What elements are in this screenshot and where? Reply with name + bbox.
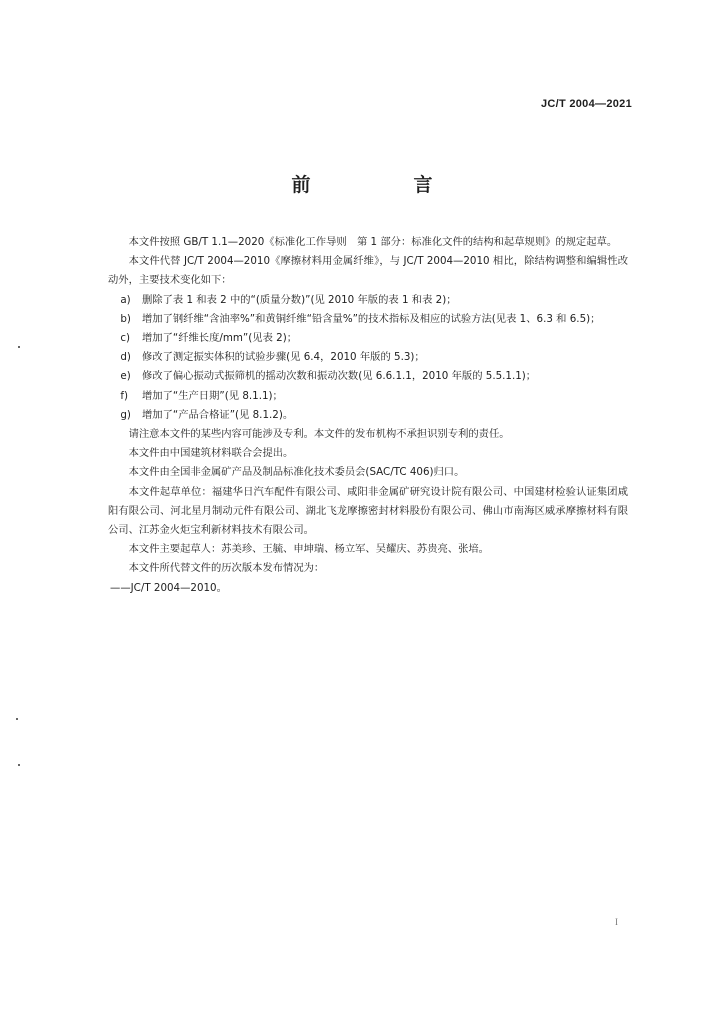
change-item-label: d) [120, 351, 131, 364]
change-item-text: 删除了表 1 和表 2 中的“(质量分数)”(见 2010 年版的表 1 和表 2)； [141, 293, 457, 306]
change-item-label: a) [120, 293, 131, 306]
change-item-text: 增加了“生产日期”(见 8.1.1)； [141, 389, 283, 402]
change-item-label: b) [120, 312, 131, 325]
paragraph-drafting-rules: 本文件按照 GB/T 1.1—2020《标准化工作导则 第 1 部分：标准化文件的结构和起草规则》的规定起草。 [128, 236, 618, 248]
change-item [108, 348, 628, 367]
scan-speck [18, 764, 20, 766]
change-item-text: 增加了“纤维长度/mm”(见表 2)； [141, 332, 298, 345]
change-item-label: f) [120, 389, 129, 402]
foreword-body [108, 233, 628, 598]
standard-code: JC/T 2004—2021 [540, 98, 632, 110]
change-item-label: c) [120, 332, 131, 345]
change-item-text: 增加了钢纤维“含油率%”和黄铜纤维“铅含量%”的技术指标及相应的试验方法(见表 1、6.3 和 6.5)； [141, 312, 601, 325]
change-item [108, 291, 628, 310]
history-item: ——JC/T 2004—2010。 [110, 581, 227, 594]
scan-speck [18, 346, 20, 348]
paragraph-drafters: 本文件主要起草人：苏美珍、王毓、申坤瑞、杨立军、吴耀庆、苏贵亮、张培。 [128, 543, 489, 556]
change-item-label: e) [120, 370, 131, 383]
paragraph-proposed-by: 本文件由中国建筑材料联合会提出。 [128, 447, 294, 460]
paragraph-history-intro: 本文件所代替文件的历次版本发布情况为： [128, 562, 325, 575]
paragraph-patent-notice: 请注意本文件的某些内容可能涉及专利。本文件的发布机构不承担识别专利的责任。 [128, 428, 510, 441]
page-title: 前 言 [291, 174, 475, 196]
change-item [108, 329, 628, 348]
change-item-text: 修改了测定振实体积的试验步骤(见 6.4，2010 年版的 5.3)； [141, 351, 425, 364]
page-number: I [615, 917, 618, 927]
paragraph-replacement: 本文件代替 JC/T 2004—2010《摩擦材料用金属纤维》，与 JC/T 2004—2010 相比，除结构调整和编辑性改动外，主要技术变化如下： [108, 255, 628, 287]
change-item-text: 修改了偏心振动式振筛机的摇动次数和振动次数(见 6.6.1.1，2010 年版的 5.5.1.1)； [141, 370, 537, 383]
change-item [108, 387, 628, 406]
change-item-label: g) [120, 408, 131, 421]
change-item-text: 增加了“产品合格证”(见 8.1.2)。 [141, 408, 294, 421]
scan-speck [16, 718, 18, 720]
change-item [108, 406, 628, 425]
paragraph-administered-by: 本文件由全国非金属矿产品及制品标准化技术委员会(SAC/TC 406)归口。 [128, 466, 465, 479]
change-item [108, 367, 628, 386]
paragraph-drafting-units: 本文件起草单位：福建华日汽车配件有限公司、咸阳非金属矿研究设计院有限公司、中国建材检验认证集团咸阳有限公司、河北星月制动元件有限公司、湖北飞龙摩擦密封材料股份有限公司、佛山市南海区威承摩擦材料有限公司、江苏金火炬宝利新材料技术有限公司。 [108, 485, 628, 537]
change-item [108, 310, 628, 329]
